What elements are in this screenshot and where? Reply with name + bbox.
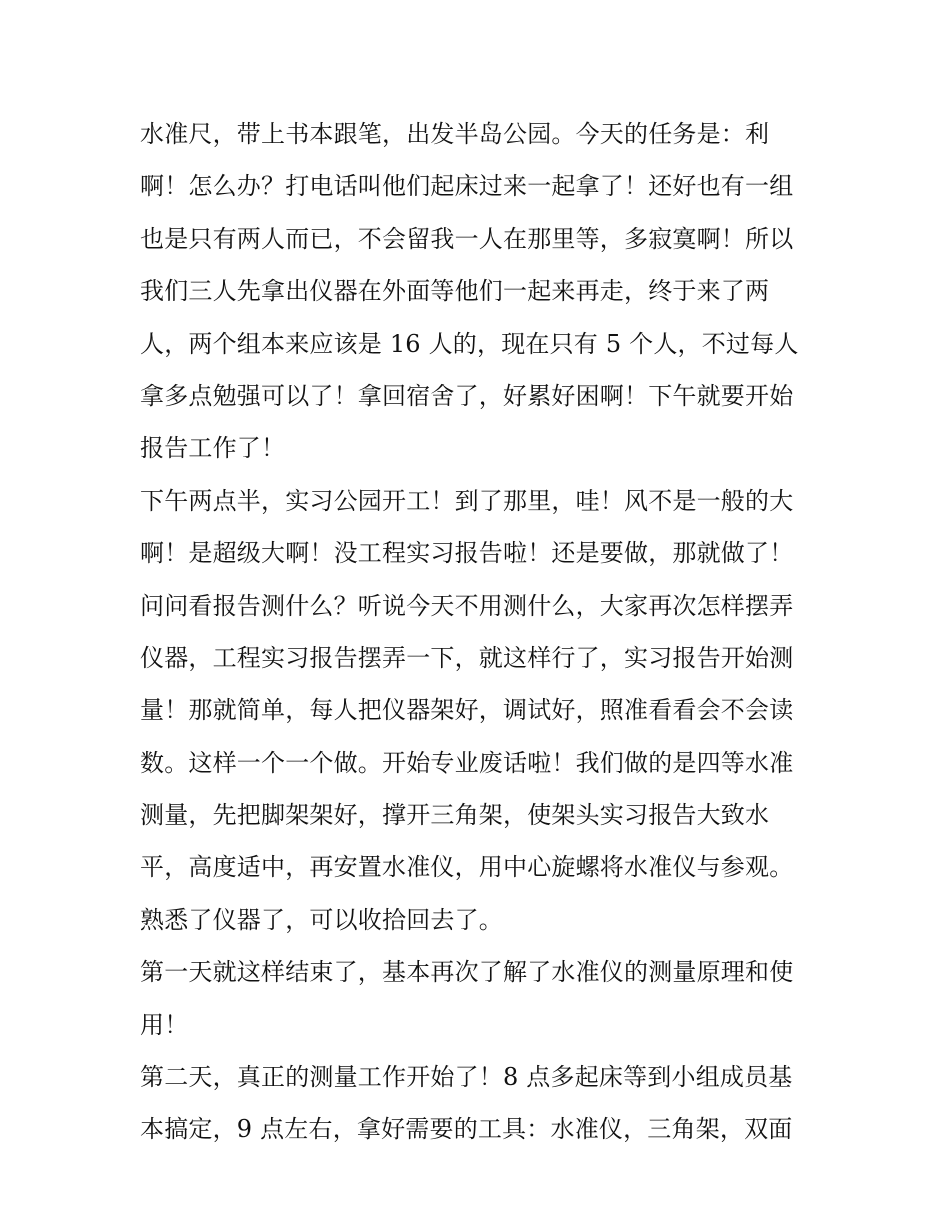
text-line: 问问看报告测什么？听说今天不用测什么，大家再次怎样摆弄 <box>140 591 794 620</box>
text-line: 用！ <box>140 1010 189 1039</box>
text-line: 人，两个组本来应该是 16 人的，现在只有 5 个人，不过每人 <box>140 329 799 358</box>
text-line: 下午两点半，实习公园开工！到了那里，哇！风不是一般的大 <box>140 486 794 515</box>
text-line: 也是只有两人而已，不会留我一人在那里等，多寂寞啊！所以 <box>140 224 794 253</box>
text-line: 平，高度适中，再安置水准仪，用中心旋螺将水准仪与参观。 <box>140 853 794 882</box>
text-line: 报告工作了！ <box>140 434 286 463</box>
text-line: 数。这样一个一个做。开始专业废话啦！我们做的是四等水准 <box>140 748 794 777</box>
text-line: 拿多点勉强可以了！拿回宿舍了，好累好困啊！下午就要开始 <box>140 381 794 410</box>
text-line: 水准尺，带上书本跟笔，出发半岛公园。今天的任务是：利 <box>140 120 770 148</box>
text-line: 啊！怎么办？打电话叫他们起床过来一起拿了！还好也有一组 <box>140 172 794 201</box>
text-line: 本搞定，9 点左右，拿好需要的工具：水准仪，三角架，双面 <box>140 1115 793 1144</box>
text-line: 第二天，真正的测量工作开始了！8 点多起床等到小组成员基 <box>140 1063 793 1092</box>
body-text <box>140 108 820 1156</box>
text-line: 仪器，工程实习报告摆弄一下，就这样行了，实习报告开始测 <box>140 643 794 672</box>
text-line: 测量，先把脚架架好，撑开三角架，使架头实习报告大致水 <box>140 801 770 830</box>
text-line: 我们三人先拿出仪器在外面等他们一起来再走，终于来了两 <box>140 277 770 306</box>
text-line: 啊！是超级大啊！没工程实习报告啦！还是要做，那就做了！ <box>140 539 794 568</box>
text-line: 第一天就这样结束了，基本再次了解了水准仪的测量原理和使 <box>140 958 794 987</box>
text-line: 熟悉了仪器了，可以收拾回去了。 <box>140 905 503 934</box>
text-line: 量！那就简单，每人把仪器架好，调试好，照准看看会不会读 <box>140 696 794 725</box>
